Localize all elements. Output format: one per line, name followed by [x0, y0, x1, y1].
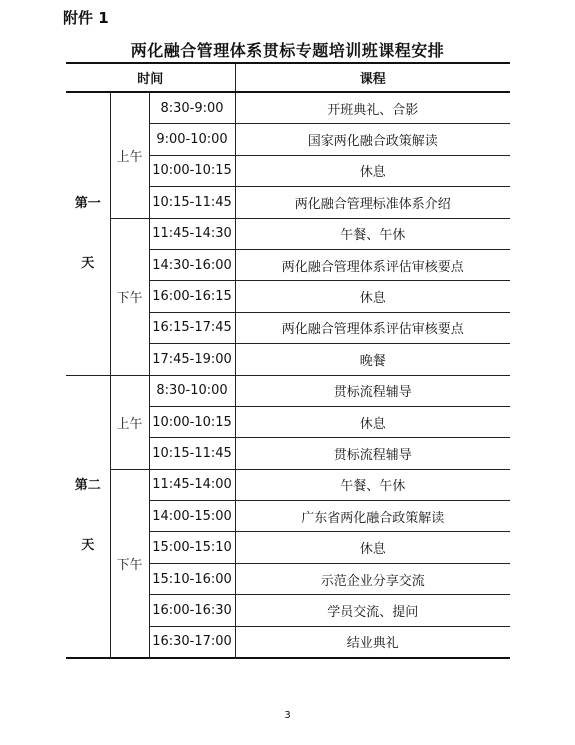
time-cell: 17:45-19:00 [149, 344, 235, 375]
document-title: 两化融合管理体系贯标专题培训班课程安排 [130, 41, 445, 60]
schedule-table [66, 62, 510, 659]
course-cell: 午餐、午休 [235, 218, 510, 249]
attachment-label: 附件 1 [63, 9, 109, 27]
course-cell: 两化融合管理标准体系介绍 [235, 187, 510, 218]
course-cell: 两化融合管理体系评估审核要点 [235, 312, 510, 343]
course-cell: 广东省两化融合政策解读 [235, 501, 510, 532]
course-cell: 两化融合管理体系评估审核要点 [235, 249, 510, 280]
day-cell [66, 375, 110, 658]
course-cell: 午餐、午休 [235, 469, 510, 500]
day-label-line1: 第一 [74, 195, 101, 211]
time-cell: 16:00-16:30 [149, 595, 235, 626]
day-label-line1: 第二 [74, 478, 101, 494]
day-label-line2: 天 [81, 538, 95, 554]
course-cell: 结业典礼 [235, 626, 510, 658]
table-row [66, 469, 510, 500]
session-label: 下午 [110, 469, 149, 658]
course-cell: 示范企业分享交流 [235, 563, 510, 594]
time-cell: 15:00-15:10 [149, 532, 235, 563]
header-time: 时间 [66, 63, 235, 92]
course-cell: 休息 [235, 406, 510, 437]
course-cell: 开班典礼、合影 [235, 92, 510, 124]
time-cell: 16:15-17:45 [149, 312, 235, 343]
page-number: 3 [284, 710, 291, 721]
session-label: 上午 [110, 92, 149, 218]
course-cell: 学员交流、提问 [235, 595, 510, 626]
time-cell: 11:45-14:30 [149, 218, 235, 249]
session-label: 下午 [110, 218, 149, 375]
day-cell [66, 92, 110, 375]
time-cell: 16:00-16:15 [149, 281, 235, 312]
time-cell: 15:10-16:00 [149, 563, 235, 594]
table-row [66, 92, 510, 124]
table-header-row [66, 63, 510, 92]
table-row [66, 375, 510, 406]
time-cell: 10:00-10:15 [149, 155, 235, 186]
table-row [66, 218, 510, 249]
time-cell: 11:45-14:00 [149, 469, 235, 500]
session-label: 上午 [110, 375, 149, 469]
course-cell: 休息 [235, 155, 510, 186]
time-cell: 8:30-10:00 [149, 375, 235, 406]
time-cell: 9:00-10:00 [149, 124, 235, 155]
course-cell: 贯标流程辅导 [235, 438, 510, 469]
time-cell: 16:30-17:00 [149, 626, 235, 658]
time-cell: 10:00-10:15 [149, 406, 235, 437]
time-cell: 14:00-15:00 [149, 501, 235, 532]
time-cell: 10:15-11:45 [149, 187, 235, 218]
course-cell: 贯标流程辅导 [235, 375, 510, 406]
time-cell: 10:15-11:45 [149, 438, 235, 469]
time-cell: 14:30-16:00 [149, 249, 235, 280]
course-cell: 国家两化融合政策解读 [235, 124, 510, 155]
day-label-line2: 天 [81, 255, 95, 271]
course-cell: 休息 [235, 281, 510, 312]
time-cell: 8:30-9:00 [149, 92, 235, 124]
header-course: 课程 [235, 63, 510, 92]
course-cell: 休息 [235, 532, 510, 563]
course-cell: 晚餐 [235, 344, 510, 375]
